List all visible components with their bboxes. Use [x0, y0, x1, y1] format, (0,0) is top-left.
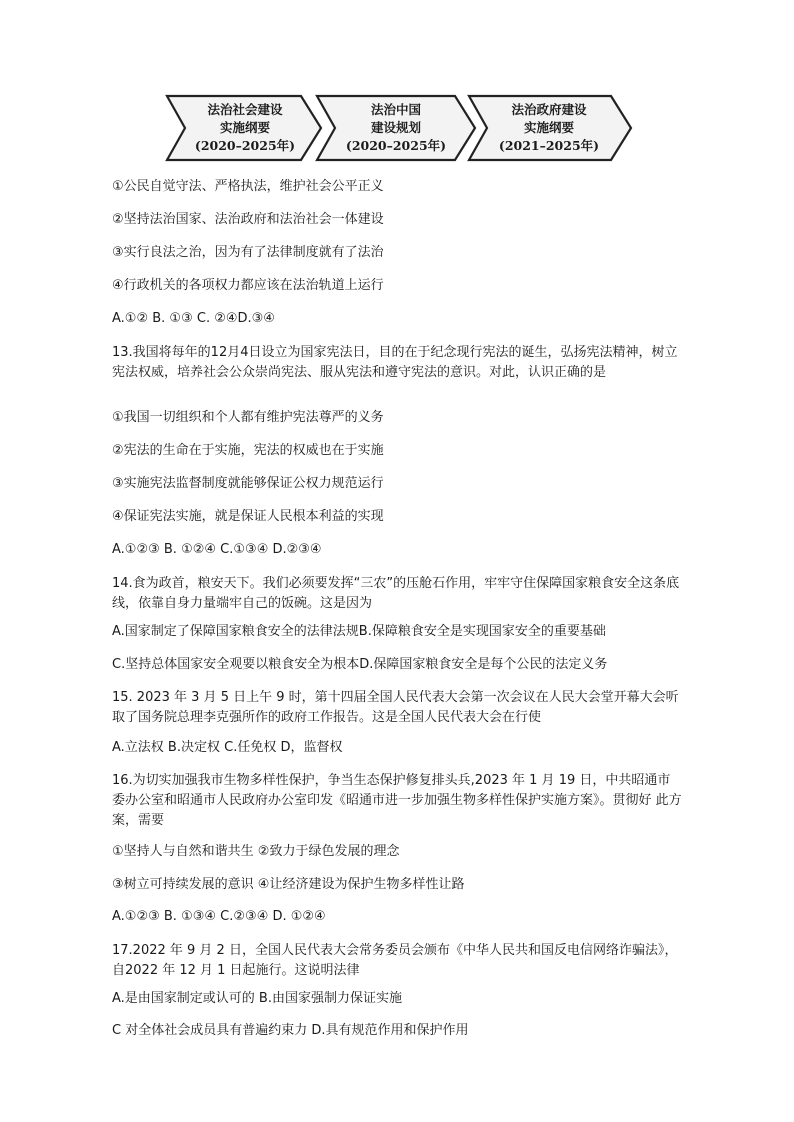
arrow-diagram — [165, 92, 635, 164]
q16-stem: 16.为切实加强我市生物多样性保护，争当生态保护修复排头兵,2023 年 1 月 19 日，中共昭通市委办公室和昭通市人民政府办公室印发《昭通市进一步加强生物多样性保护实施方案》。贯彻好 此方案，需要 — [112, 773, 682, 828]
arrow-label-2 — [330, 92, 462, 164]
q12-option-1: ①公民自觉守法、严格执法，维护社会公平正义 — [112, 179, 384, 194]
arrow-label-1 — [179, 92, 311, 164]
q12-choices: A.①② B. ①③ C. ②④D.③④ — [112, 311, 275, 326]
q16-options-3-4: ③树立可持续发展的意识 ④让经济建设为保护生物多样性让路 — [112, 877, 465, 892]
q12-option-3: ③实行良法之治，因为有了法律制度就有了法治 — [112, 245, 384, 260]
q13-option-4: ④保证宪法实施，就是保证人民根本利益的实现 — [112, 509, 384, 524]
q13-option-3: ③实施宪法监督制度就能够保证公权力规范运行 — [112, 476, 384, 491]
arrow-label-3 — [483, 92, 615, 164]
q13-stem: 13.我国将每年的12月4日设立为国家宪法日，目的在于纪念现行宪法的诞生，弘扬宪法精神，树立宪法权威，培养社会公众崇尚宪法、服从宪法和遵守宪法的意识。对此，认识正确的是 — [112, 345, 678, 380]
q14-option-a: A.国家制定了保障国家粮食安全的法律法规B.保障粮食安全是实现国家安全的重要基础 — [112, 624, 606, 639]
q14-stem: 14.食为政首，粮安天下。我们必须要发挥“三农”的压舱石作用，牢牢守住保障国家粮食安全这条底线，依靠自身力量端牢自己的饭碗。这是因为 — [112, 576, 680, 611]
q16-choices: A.①②③ B. ①③④ C.②③④ D. ①②④ — [112, 909, 326, 924]
q13-option-1: ①我国一切组织和个人都有维护宪法尊严的义务 — [112, 410, 384, 425]
arrow-3-line3: (2021–2025年) — [498, 138, 600, 153]
q17-stem: 17.2022 年 9 月 2 日，全国人民代表大会常务委员会颁布《中华人民共和国反电信网络诈骗法》，自2022 年 12 月 1 日起施行。这说明法律 — [112, 943, 678, 978]
arrow-2-line1: 法治中国 — [370, 102, 421, 117]
q16-options-1-2: ①坚持人与自然和谐共生 ②致力于绿色发展的理念 — [112, 844, 400, 859]
arrow-3-line2: 实施纲要 — [523, 120, 574, 135]
q17-options-c-d: C 对全体社会成员具有普遍约束力 D.具有规范作用和保护作用 — [112, 1023, 469, 1038]
q13-option-2: ②宪法的生命在于实施，宪法的权威也在于实施 — [112, 443, 384, 458]
arrow-1-line1: 法治社会建设 — [207, 102, 283, 117]
q13-choices: A.①②③ B. ①②④ C.①③④ D.②③④ — [112, 542, 322, 557]
arrow-2-line3: (2020–2025年) — [345, 138, 447, 153]
arrow-1-line2: 实施纲要 — [219, 120, 270, 135]
q17-options-a-b: A.是由国家制定或认可的 B.由国家强制力保证实施 — [112, 991, 402, 1006]
q14-option-c: C.坚持总体国家安全观要以粮食安全为根本D.保障国家粮食安全是每个公民的法定义务 — [112, 657, 608, 672]
arrow-1-line3: (2020–2025年) — [194, 138, 296, 153]
arrow-3-line1: 法治政府建设 — [511, 102, 587, 117]
q12-option-4: ④行政机关的各项权力都应该在法治轨道上运行 — [112, 278, 384, 293]
q15-choices: A.立法权 B.决定权 C.任免权 D，监督权 — [112, 740, 343, 755]
arrow-2-line2: 建设规划 — [370, 120, 421, 135]
q15-stem: 15. 2023 年 3 月 5 日上午 9 时，第十四届全国人民代表大会第一次会议在人民大会堂开幕大会听取了国务院总理李克强所作的政府工作报告。这是全国人民代表大会在行使 — [112, 690, 679, 725]
q12-option-2: ②坚持法治国家、法治政府和法治社会一体建设 — [112, 212, 384, 227]
